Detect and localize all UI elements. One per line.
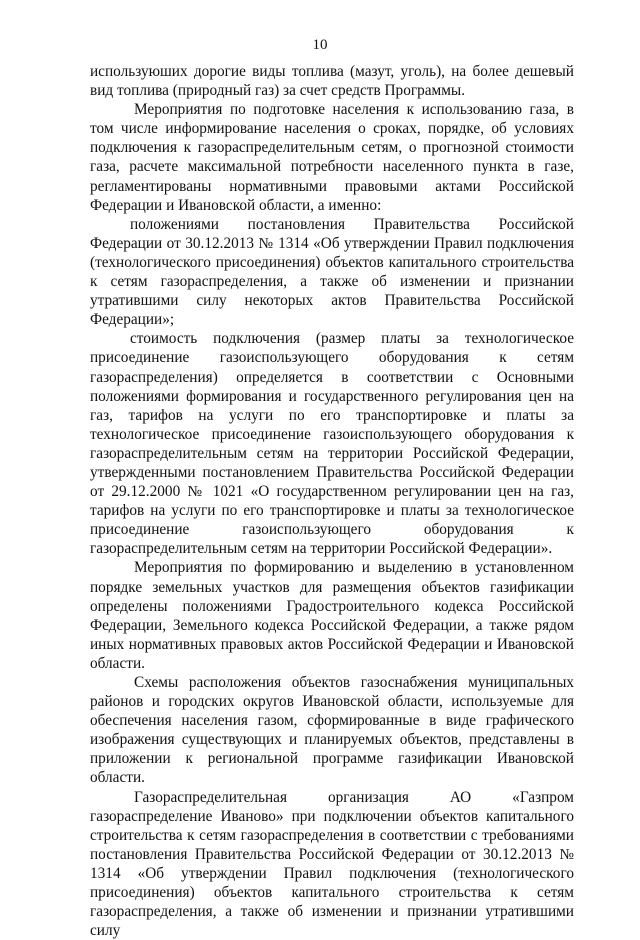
paragraph-continuation: используюших дорогие виды топлива (мазут, уголь), на более дешевый вид топлива (природный газ) за счет средств Программы. (90, 63, 574, 100)
document-body (90, 62, 574, 940)
paragraph-resolution-1314: положениями постановления Правительства Российской Федерации от 30.12.2013 № 1314 «Об утверждении Правил подключения (технологического присоединения) объектов капитального строительства к сетям газораспределения, а также об изменении и признании утратившими силу некоторых актов Правительства Российской Федерации»; (90, 215, 574, 329)
paragraph-gas-preparation-measures: Мероприятия по подготовке населения к использованию газа, в том числе информирование населения о сроках, порядке, об условиях подключения к газораспределительным сетям, о прогнозной стоимости газа, расчете максимальной потребности населенного пункта в газе, регламентированы нормативными правовыми актами Российской Федерации и Ивановской области, а именно: (90, 101, 574, 214)
paragraph-gas-distribution-org: Газораспределительная организация АО «Газпром газораспределение Иваново» при подключении объектов капитального строительства к сетям газораспределения в соответствии с требованиями постановления Правительства Российской Федерации от 30.12.2013 № 1314 «Об утверждении Правил подключения (технологического присоединения) объектов капитального строительства к сетям газораспределения, а также об изменении и признании утратившими силу (90, 788, 574, 940)
paragraph-gas-supply-schemes: Схемы расположения объектов газоснабжения муниципальных районов и городских округов Ивановской области, используемые для обеспечения населения газом, сформированные в виде графического изображения существующих и планируемых объектов, представлены в приложении к региональной программе газификации Ивановской области. (90, 674, 574, 787)
page-number: 10 (312, 37, 328, 53)
paragraph-land-plots: Мероприятия по формированию и выделению в установленном порядке земельных участков для размещения объектов газификации определены положениями Градостроительного кодекса Российской Федерации, Земельного кодекса Российской Федерации, а также рядом иных нормативных правовых актов Российской Федерации и Ивановской области. (90, 559, 574, 672)
paragraph-connection-cost: стоимость подключения (размер платы за технологическое присоединение газоиспользующего оборудования к сетям газораспределения) определяется в соответствии с Основными положениями формирования и государственного регулирования цен на газ, тарифов на услуги по его транспортировке и платы за технологическое присоединение газоиспользующего оборудования к газораспределительным сетям на территории Российской Федерации, утвержденными постановлением Правительства Российской Федерации от 29.12.2000 № 1021 «О государственном регулировании цен на газ, тарифов на услуги по его транспортировке и платы за технологическое присоединение газоиспользующего оборудования к газораспределительным сетям на территории Российской Федерации». (90, 330, 574, 558)
